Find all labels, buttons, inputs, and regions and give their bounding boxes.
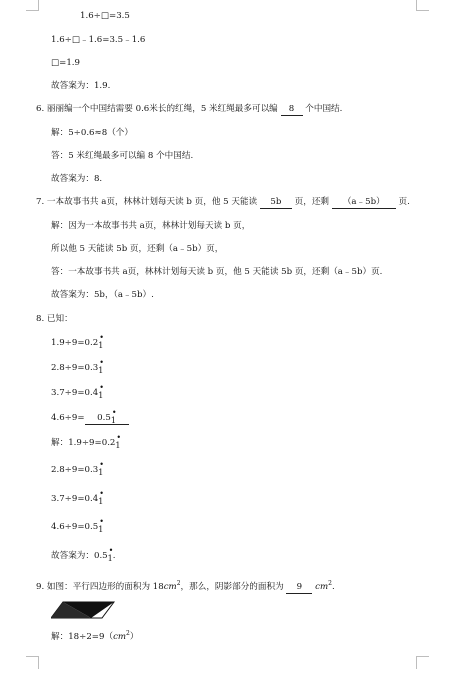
answer-blank: 5b xyxy=(260,196,292,209)
equation-lhs: 故答案为： xyxy=(51,551,94,561)
question-text: 6. 丽丽编一个中国结需要 0.6米长的红绳，5 米红绳最多可以编 xyxy=(36,104,278,114)
decimal-value: 0.5 xyxy=(93,551,108,561)
solution-line: 答：5 米红绳最多可以编 8 个中国结. xyxy=(51,151,194,161)
decimal-value: 0.3 xyxy=(84,363,99,373)
equation-lhs: 4.6÷9= xyxy=(51,522,85,532)
corner-mark-top-right xyxy=(416,0,429,11)
answer-line: 故答案为：8. xyxy=(51,174,103,184)
equation-lhs: 1.9÷9= xyxy=(51,338,85,348)
decimal-value: 0.5 xyxy=(84,522,99,532)
solution-line: 1.6÷□=3.5 xyxy=(80,11,130,21)
equation-line xyxy=(51,517,104,534)
unit: cm xyxy=(163,581,177,592)
repeating-digit: • 1 xyxy=(98,460,104,477)
question-text: 9. 如图：平行四边形的面积为 18 xyxy=(36,581,164,592)
repeating-digit: • 1 xyxy=(98,489,104,506)
question-text: 页，还剩 xyxy=(294,197,330,207)
unit-exponent: 2 xyxy=(176,580,181,587)
solution-text: 解：18÷2=9（ xyxy=(51,631,114,642)
equation-lhs: 解：1.9÷9= xyxy=(51,438,102,448)
decimal-value: 0.5 xyxy=(97,413,111,423)
equation-line xyxy=(51,460,104,477)
unit-exponent: 2 xyxy=(126,630,130,637)
unit-exponent: 2 xyxy=(328,580,332,587)
repeating-digit: • 1 xyxy=(98,358,104,375)
equation-lhs: 4.6÷9= xyxy=(51,413,85,423)
answer-blank: （a﹣5b） xyxy=(332,196,396,209)
question-9 xyxy=(36,578,335,594)
punctuation: . xyxy=(331,581,335,592)
equation-lhs: 2.8÷9= xyxy=(51,465,85,475)
equation-line xyxy=(51,408,129,425)
corner-mark-bottom-left xyxy=(26,656,39,669)
repeating-digit: • 1 xyxy=(98,333,104,350)
decimal-value: 0.2 xyxy=(101,438,116,448)
parallelogram-figure xyxy=(51,600,115,620)
decimal-value: 0.4 xyxy=(84,494,99,504)
repeating-digit: • 1 xyxy=(110,408,117,425)
solution-line: 所以他 5 天能读 5b 页，还剩（a﹣5b）页， xyxy=(51,244,224,254)
equation-line xyxy=(51,358,104,375)
solution-line xyxy=(51,628,138,643)
unit: cm xyxy=(113,631,127,642)
answer-line: 故答案为：5b，（a﹣5b）. xyxy=(51,290,154,300)
repeating-digit: • 1 xyxy=(98,517,104,534)
solution-line: 1.6÷□﹣1.6=3.5﹣1.6 xyxy=(51,35,146,45)
equation-line xyxy=(51,433,122,450)
punctuation: . xyxy=(112,551,116,561)
question-8: 8. 已知： xyxy=(36,314,73,324)
answer-blank xyxy=(85,408,129,425)
corner-mark-bottom-right xyxy=(416,656,429,669)
solution-line: 解：因为一本故事书共 a页，林林计划每天读 b 页， xyxy=(51,221,251,231)
equation-lhs: 2.8÷9= xyxy=(51,363,85,373)
question-6 xyxy=(36,103,342,116)
question-text: 个中国结. xyxy=(305,104,343,114)
answer-blank: 9 xyxy=(286,581,312,594)
decimal-value: 0.2 xyxy=(84,338,99,348)
question-text: 页. xyxy=(398,197,410,207)
unit: cm xyxy=(315,581,329,592)
punctuation: ） xyxy=(129,631,139,642)
answer-blank: 8 xyxy=(281,103,303,116)
equation-lhs: 3.7÷9= xyxy=(51,494,85,504)
solution-line: □=1.9 xyxy=(51,58,80,68)
equation-lhs: 3.7÷9= xyxy=(51,388,85,398)
decimal-value: 0.3 xyxy=(84,465,99,475)
solution-line: 解：5÷0.6≈8（个） xyxy=(51,128,133,138)
question-text: 7. 一本故事书共 a页，林林计划每天读 b 页，他 5 天能读 xyxy=(36,197,258,207)
equation-line xyxy=(51,489,104,506)
decimal-value: 0.4 xyxy=(84,388,99,398)
repeating-digit: • 1 xyxy=(115,433,122,450)
equation-line xyxy=(51,333,104,350)
repeating-digit: • 1 xyxy=(98,383,104,400)
answer-line: 故答案为：1.9. xyxy=(51,81,111,91)
repeating-digit: • 1 xyxy=(107,546,114,563)
solution-line: 答：一本故事书共 a页，林林计划每天读 b 页，他 5 天能读 5b 页，还剩（a﹣5b）页. xyxy=(51,267,383,277)
question-7 xyxy=(36,196,410,209)
question-text: ，那么，阴影部分的面积为 xyxy=(180,581,284,592)
equation-line xyxy=(51,383,104,400)
corner-mark-top-left xyxy=(26,0,39,11)
answer-line xyxy=(51,546,116,563)
